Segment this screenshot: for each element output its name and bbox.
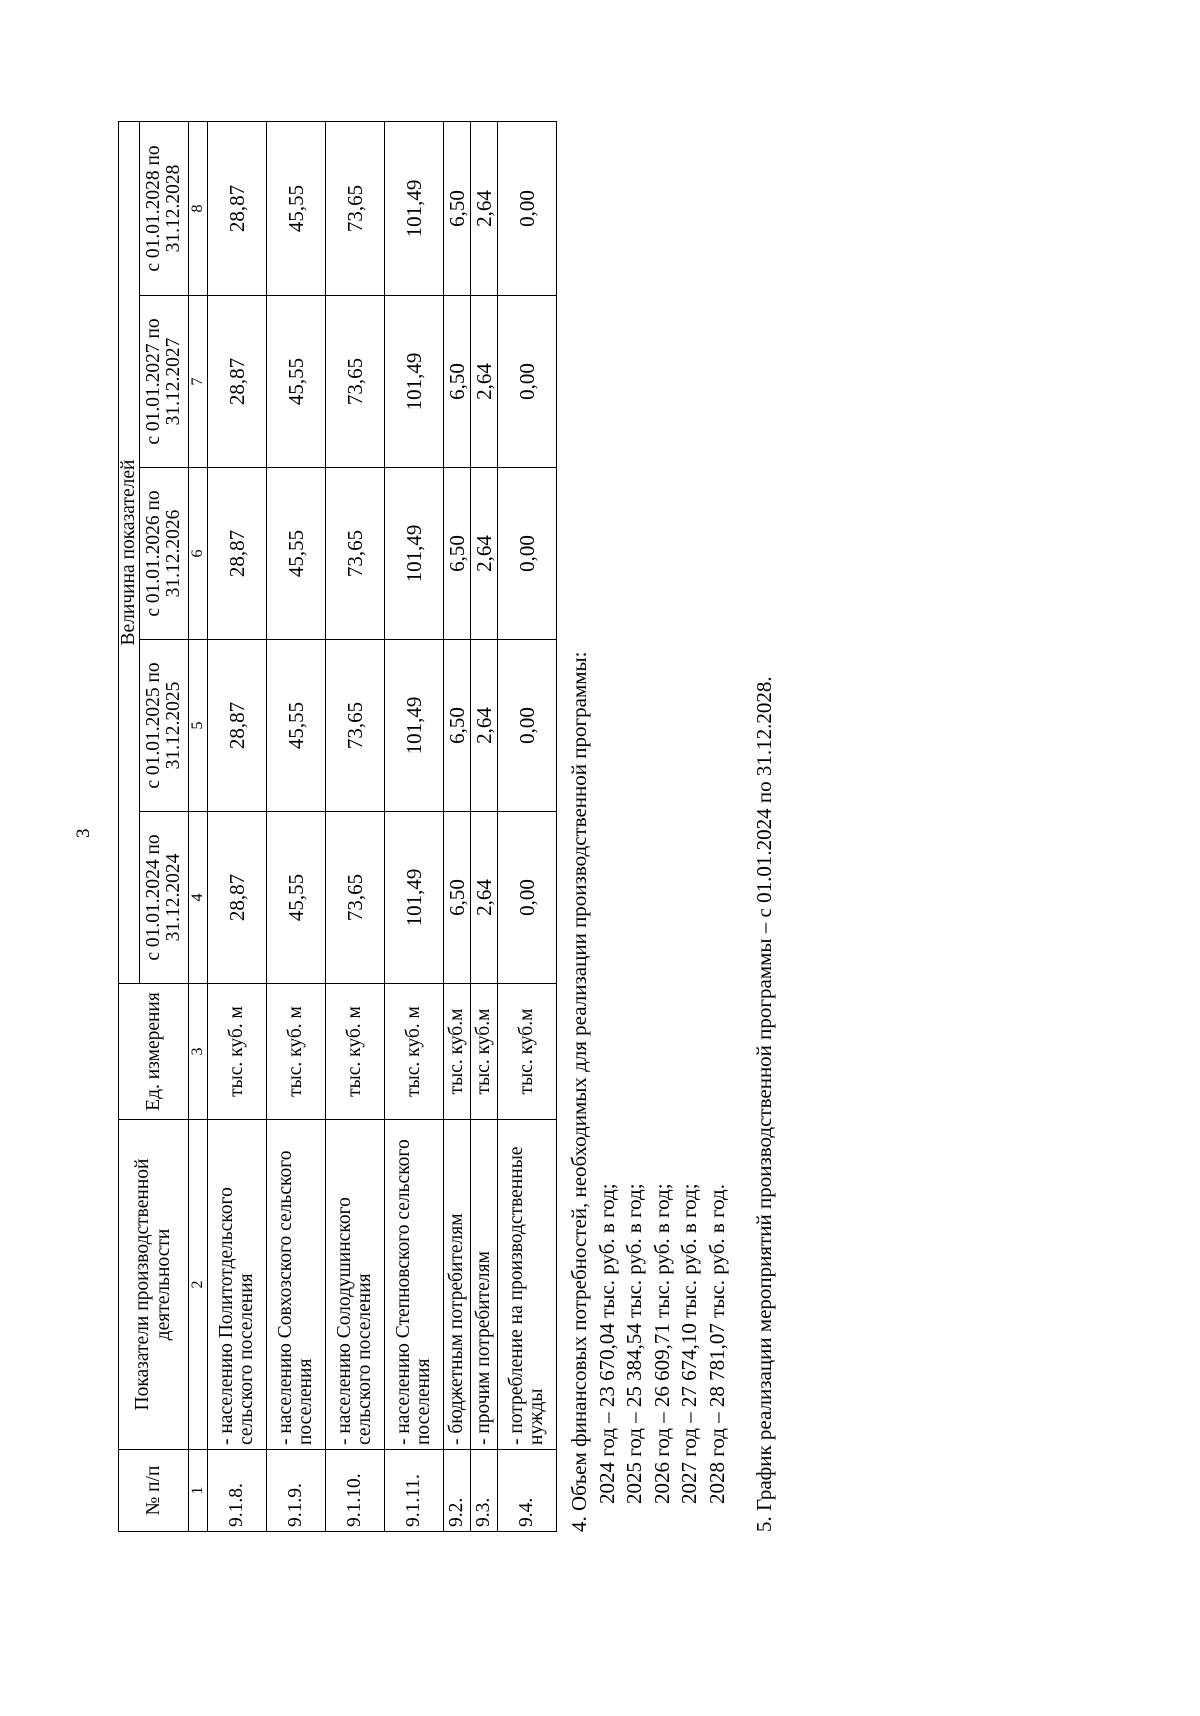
schedule-paragraph: 5. График реализации мероприятий производственной программы – с 01.01.2024 по 31.12.2028. — [752, 676, 776, 1532]
row-value: 45,55 — [267, 468, 326, 640]
row-value: 28,87 — [208, 812, 267, 984]
header-unit: Ед. измерения — [119, 984, 189, 1120]
row-value: 2,64 — [471, 296, 498, 468]
row-unit: тыс. куб. м — [208, 984, 267, 1120]
row-value: 6,50 — [444, 640, 471, 812]
table-row — [208, 122, 267, 1532]
financial-section — [566, 122, 779, 1532]
row-value: 45,55 — [267, 296, 326, 468]
table-row — [326, 122, 385, 1532]
row-unit: тыс. куб.м — [498, 984, 557, 1120]
page-number: 3 — [73, 828, 94, 838]
row-value: 6,50 — [444, 122, 471, 296]
column-index: 1 — [189, 1450, 208, 1532]
financial-heading: 4. Объем финансовых потребностей, необходимых для реализации производственной программы: — [567, 651, 591, 1532]
row-value: 45,55 — [267, 640, 326, 812]
row-name: - населению Солодушинского сельского поселения — [326, 1120, 385, 1450]
row-name: - прочим потребителям — [471, 1120, 498, 1450]
table-row — [267, 122, 326, 1532]
header-period: с 01.01.2027 по 31.12.2027 — [140, 296, 189, 468]
header-period: с 01.01.2025 по 31.12.2025 — [140, 640, 189, 812]
table-header-row — [119, 122, 140, 1532]
row-value: 101,49 — [385, 122, 444, 296]
row-value: 28,87 — [208, 122, 267, 296]
row-value: 101,49 — [385, 296, 444, 468]
header-values-group: Величина показателей — [119, 122, 140, 984]
table-row — [385, 122, 444, 1532]
row-value: 28,87 — [208, 468, 267, 640]
column-index-row — [189, 122, 208, 1532]
row-unit: тыс. куб. м — [267, 984, 326, 1120]
row-value: 45,55 — [267, 812, 326, 984]
row-value: 28,87 — [208, 296, 267, 468]
table-row — [444, 122, 471, 1532]
row-value: 2,64 — [471, 812, 498, 984]
header-num: № п/п — [119, 1450, 189, 1532]
column-index: 7 — [189, 296, 208, 468]
row-value: 0,00 — [498, 812, 557, 984]
financial-year-line: 2028 год – 28 781,07 тыс. руб. в год. — [704, 1184, 729, 1504]
row-name: - населению Политотдельского сельского поселения — [208, 1120, 267, 1450]
row-value: 73,65 — [326, 640, 385, 812]
table-row — [498, 122, 557, 1532]
financial-year-line: 2027 год – 27 674,10 тыс. руб. в год; — [677, 1183, 701, 1504]
row-value: 101,49 — [385, 640, 444, 812]
column-index: 8 — [189, 122, 208, 296]
header-period: с 01.01.2028 по 31.12.2028 — [140, 122, 189, 296]
row-num: 9.1.9. — [267, 1450, 326, 1532]
row-value: 2,64 — [471, 468, 498, 640]
row-value: 45,55 — [267, 122, 326, 296]
row-value: 6,50 — [444, 468, 471, 640]
row-num: 9.2. — [444, 1450, 471, 1532]
financial-year-line: 2026 год – 26 609,71 тыс. руб. в год; — [649, 1183, 674, 1504]
row-value: 73,65 — [326, 122, 385, 296]
row-value: 6,50 — [444, 812, 471, 984]
indicators-table — [118, 121, 557, 1532]
row-value: 0,00 — [498, 640, 557, 812]
row-value: 2,64 — [471, 122, 498, 296]
column-index: 5 — [189, 640, 208, 812]
financial-year-line: 2025 год – 25 384,54 тыс. руб. в год; — [622, 1183, 646, 1504]
row-name: - бюджетным потребителям — [444, 1120, 471, 1450]
row-value: 73,65 — [326, 296, 385, 468]
row-num: 9.1.11. — [385, 1450, 444, 1532]
row-num: 9.1.8. — [208, 1450, 267, 1532]
header-indicator: Показатели производственной деятельности — [119, 1120, 189, 1450]
column-index: 6 — [189, 468, 208, 640]
row-num: 9.4. — [498, 1450, 557, 1532]
row-value: 0,00 — [498, 122, 557, 296]
row-value: 73,65 — [326, 812, 385, 984]
row-value: 28,87 — [208, 640, 267, 812]
row-name: - населению Совхозского сельского поселения — [267, 1120, 326, 1450]
row-value: 101,49 — [385, 468, 444, 640]
row-num: 9.3. — [471, 1450, 498, 1532]
row-unit: тыс. куб. м — [385, 984, 444, 1120]
row-value: 2,64 — [471, 640, 498, 812]
row-unit: тыс. куб.м — [444, 984, 471, 1120]
table-row — [471, 122, 498, 1532]
row-value: 101,49 — [385, 812, 444, 984]
landscape-content — [118, 122, 838, 1532]
row-value: 0,00 — [498, 296, 557, 468]
row-num: 9.1.10. — [326, 1450, 385, 1532]
row-value: 73,65 — [326, 468, 385, 640]
row-name: - потребление на производственные нужды — [498, 1120, 557, 1450]
row-value: 6,50 — [444, 296, 471, 468]
header-period: с 01.01.2026 по 31.12.2026 — [140, 468, 189, 640]
column-index: 4 — [189, 812, 208, 984]
header-period: с 01.01.2024 по 31.12.2024 — [140, 812, 189, 984]
row-value: 0,00 — [498, 468, 557, 640]
row-unit: тыс. куб. м — [326, 984, 385, 1120]
row-name: - населению Степновского сельского поселения — [385, 1120, 444, 1450]
column-index: 3 — [189, 984, 208, 1120]
column-index: 2 — [189, 1120, 208, 1450]
row-unit: тыс. куб.м — [471, 984, 498, 1120]
financial-year-line: 2024 год – 23 670,04 тыс. руб. в год; — [594, 1183, 619, 1504]
